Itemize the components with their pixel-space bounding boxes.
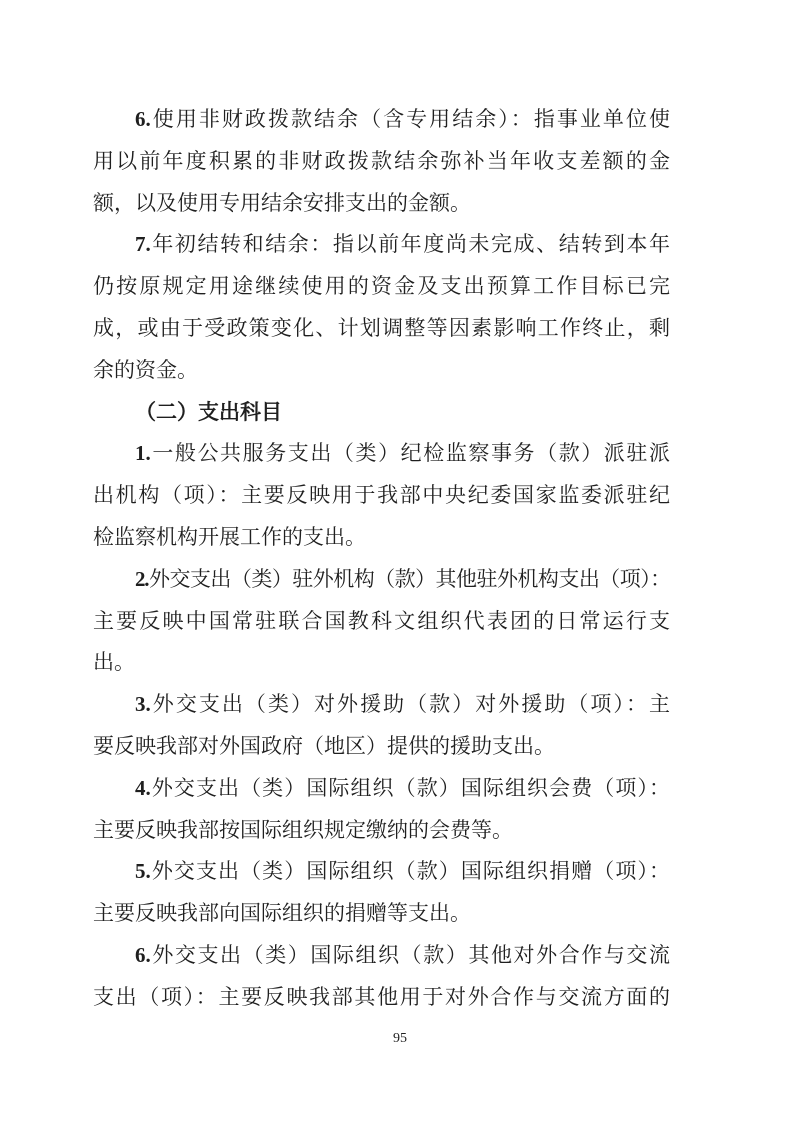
text-line — [93, 99, 670, 141]
text-line-content: 外交支出（类）国际组织（款）国际组织会费（项）： — [150, 775, 670, 800]
section-heading-text: （二）支出科目 — [135, 399, 282, 424]
text-line-content: 主要反映我部按国际组织规定缴纳的会费等。 — [93, 817, 513, 842]
item-number: 6. — [135, 942, 151, 967]
document-body — [93, 99, 670, 1019]
text-line — [93, 559, 670, 601]
text-line — [93, 308, 670, 350]
text-line — [93, 642, 670, 684]
text-line — [93, 224, 670, 266]
section-heading — [93, 392, 670, 434]
text-line-content: 检监察机构开展工作的支出。 — [93, 524, 366, 549]
text-line — [93, 935, 670, 977]
text-line-content: 一般公共服务支出（类）纪检监察事务（款）派驻派 — [150, 441, 670, 466]
text-line — [93, 768, 670, 810]
text-line — [93, 726, 670, 768]
text-line — [93, 810, 670, 852]
item-number: 4. — [135, 775, 151, 800]
text-line-content: 外交支出（类）对外援助（款）对外援助（项）：主 — [150, 692, 670, 717]
text-line — [93, 851, 670, 893]
page-number: 95 — [393, 1031, 407, 1046]
text-line-content: 仍按原规定用途继续使用的资金及支出预算工作目标已完 — [93, 274, 670, 299]
item-number: 2. — [135, 566, 149, 591]
text-line-content: 出机构（项）：主要反映用于我部中央纪委国家监委派驻纪 — [93, 483, 670, 508]
text-line-content: 主要反映中国常驻联合国教科文组织代表团的日常运行支 — [93, 608, 670, 633]
text-line — [93, 893, 670, 935]
text-line-content: 支出（项）：主要反映我部其他用于对外合作与交流方面的 — [93, 984, 670, 1009]
text-line-content: 用以前年度积累的非财政拨款结余弥补当年收支差额的金 — [93, 148, 670, 173]
text-line-content: 成，或由于受政策变化、计划调整等因素影响工作终止，剩 — [93, 315, 670, 340]
text-line-content: 出。 — [93, 650, 135, 675]
item-number: 3. — [135, 692, 151, 717]
text-line — [93, 517, 670, 559]
item-number: 5. — [135, 859, 151, 884]
text-line-content: 年初结转和结余：指以前年度尚未完成、结转到本年 — [150, 232, 670, 257]
text-line — [93, 433, 670, 475]
text-line — [93, 350, 670, 392]
item-number: 7. — [135, 232, 151, 257]
text-line-content: 主要反映我部向国际组织的捐赠等支出。 — [93, 901, 471, 926]
text-line — [93, 183, 670, 225]
text-line-content: 使用非财政拨款结余（含专用结余）：指事业单位使 — [150, 107, 670, 131]
text-line-content: 额，以及使用专用结余安排支出的金额。 — [93, 190, 471, 215]
text-line-content: 外交支出（类）国际组织（款）国际组织捐赠（项）： — [150, 859, 670, 884]
text-line — [93, 684, 670, 726]
text-line-content: 余的资金。 — [93, 357, 198, 382]
text-line-content: 外交支出（类）驻外机构（款）其他驻外机构支出（项）： — [148, 566, 670, 591]
text-line — [93, 141, 670, 183]
text-line — [93, 977, 670, 1019]
text-line — [93, 601, 670, 643]
text-line — [93, 266, 670, 308]
item-number: 1. — [135, 441, 151, 466]
text-line — [93, 475, 670, 517]
item-number: 6. — [135, 107, 151, 131]
text-line-content: 外交支出（类）国际组织（款）其他对外合作与交流 — [150, 942, 670, 967]
text-line-content: 要反映我部对外国政府（地区）提供的援助支出。 — [93, 733, 555, 758]
